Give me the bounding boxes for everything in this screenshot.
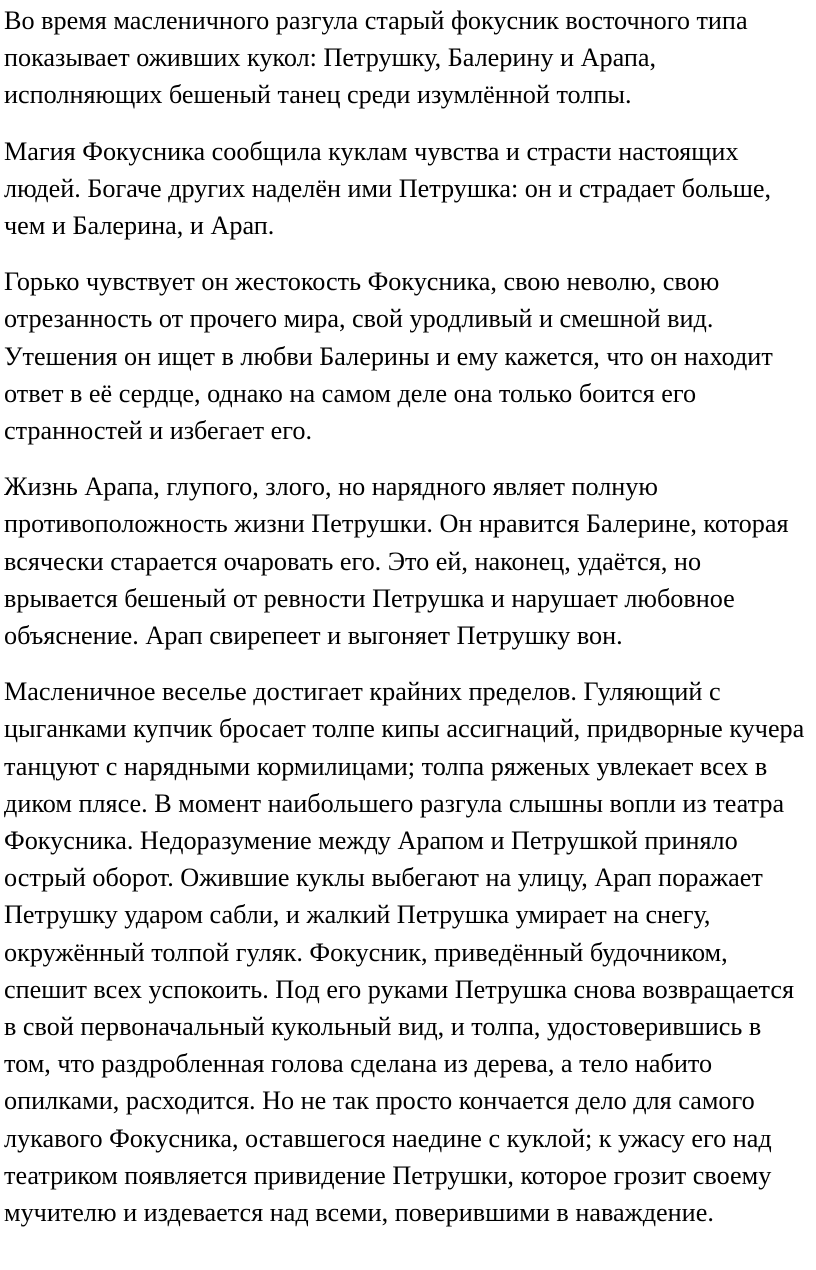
paragraph-1: Во время масленичного разгула старый фокусник восточного типа показывает оживших кукол: Петрушку, Балерину и Арапа, исполняющих бешеный танец среди изумлённой толпы. [4, 6, 748, 110]
paragraph-3: Горько чувствует он жестокость Фокусника, свою неволю, свою отрезанность от прочего мира, свой уродливый и смешной вид. Утешения он ищет в любви Балерины и ему кажется, что он находит ответ в её сердце, однако на самом деле она только боится его странностей и избегает его. [4, 267, 773, 446]
paragraph-5: Масленичное веселье достигает крайних пределов. Гуляющий с цыганками купчик бросает толпе кипы ассигнаций, придворные кучера танцуют с нарядными кормилицами; толпа ряженых увлекает всех в диком плясе. В момент наибольшего разгула слышны вопли из театра Фокусника. Недоразумение между Арапом и Петрушкой приняло острый оборот. Ожившие куклы выбегают на улицу, Арап поражает Петрушку ударом сабли, и жалкий Петрушка умирает на снегу, окружённый толпой гуляк. Фокусник, приведённый будочником, спешит всех успокоить. Под его руками Петрушка снова возвращается в свой первоначальный кукольный вид, и толпа, удостоверившись в том, что раздробленная голова сделана из дерева, а тело набито опилками, расходится. Но не так просто кончается дело для самого лукавого Фокусника, оставшегося наедине с куклой; к ужасу его над театриком появляется привидение Петрушки, которое грозит своему мучителю и издевается над всеми, поверившими в наваждение. [4, 677, 805, 1228]
paragraph-2: Магия Фокусника сообщила куклам чувства и страсти настоящих людей. Богаче других наделён ими Петрушка: он и страдает больше, чем и Балерина, и Арап. [4, 136, 772, 241]
paragraph-4: Жизнь Арапа, глупого, злого, но нарядного являет полную противоположность жизни Петрушки. Он нравится Балерине, которая всячески старается очаровать его. Это ей, наконец, удаётся, но врывается бешеный от ревности Петрушка и нарушает любовное объяснение. Арап свирепеет и выгоняет Петрушку вон. [4, 472, 789, 651]
